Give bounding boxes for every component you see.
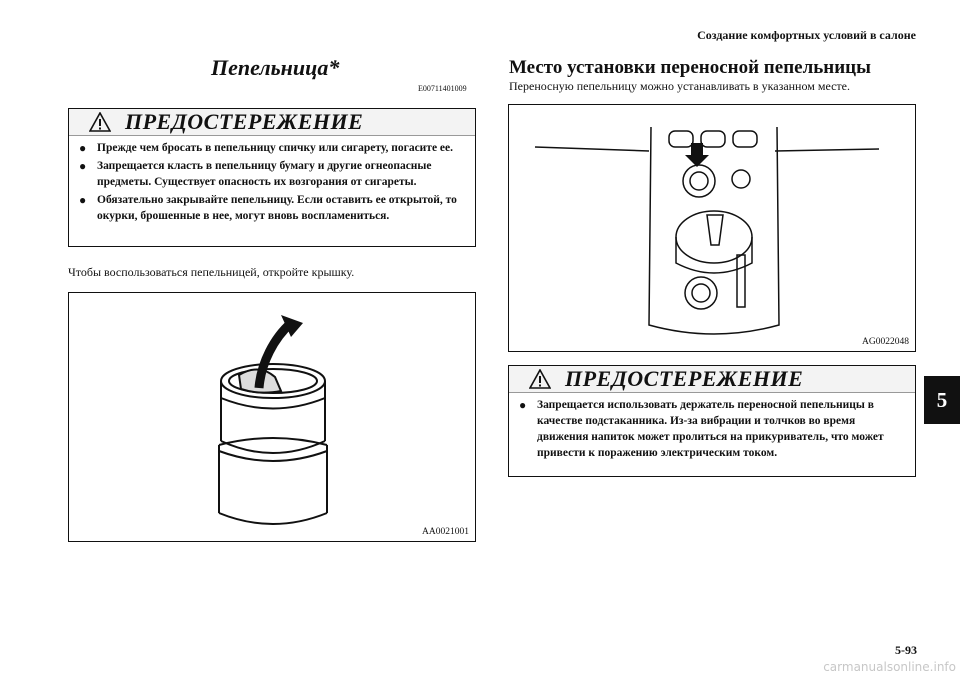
instruction-text: Чтобы воспользоваться пепельницей, откройте крышку. — [68, 265, 355, 279]
warning-box-left — [68, 108, 476, 247]
subsection-title: Место установки переносной пепельницы — [509, 57, 871, 78]
warning-item: ● Запрещается использовать держатель переносной пепельницы в качестве подстаканника. Из-за вибрации и толчков во время движения напиток может пролиться на прикуриватель, что может привести к поражению электрическим током. — [519, 398, 884, 459]
center-console-ashtray-location-illustration — [509, 105, 915, 351]
warning-list — [69, 136, 475, 230]
section-title: Пепельница* — [211, 55, 340, 80]
figure-code: AA0021001 — [422, 527, 469, 537]
warning-header — [69, 109, 475, 136]
figure-code: AG0022048 — [862, 337, 909, 347]
page-number: 5-93 — [895, 643, 917, 657]
warning-item: ● Прежде чем бросать в пепельницу спичку или сигарету, погасите ее. — [79, 141, 454, 155]
warning-triangle-icon — [529, 369, 551, 389]
warning-header — [509, 366, 915, 393]
bullet-icon: ● — [79, 193, 87, 207]
warning-label: ПРЕДОСТЕРЕЖЕНИЕ — [125, 109, 364, 134]
bullet-icon: ● — [519, 398, 527, 412]
running-header: Создание комфортных условий в салоне — [697, 28, 916, 42]
warning-triangle-icon — [89, 112, 111, 132]
watermark: carmanualsonline.info — [823, 660, 956, 674]
bullet-icon: ● — [79, 141, 87, 155]
figure-console — [508, 104, 916, 352]
ashtray-open-lid-illustration — [69, 293, 475, 541]
figure-ashtray — [68, 292, 476, 542]
subsection-text: Переносную пепельницу можно устанавливать в указанном месте. — [509, 79, 850, 93]
warning-label: ПРЕДОСТЕРЕЖЕНИЕ — [565, 366, 804, 391]
warning-item: ● Запрещается класть в пепельницу бумагу и другие огнеопасные предметы. Существует опасность их возгорания от сигареты. — [79, 159, 432, 188]
bullet-icon: ● — [79, 159, 87, 173]
chapter-tab: 5 — [924, 376, 960, 424]
warning-list — [509, 393, 915, 467]
section-code: E00711401009 — [418, 84, 467, 93]
warning-item: ● Обязательно закрывайте пепельницу. Если оставить ее открытой, то окурки, брошенные в нее, могут вновь воспламениться. — [79, 193, 457, 222]
warning-box-right — [508, 365, 916, 477]
